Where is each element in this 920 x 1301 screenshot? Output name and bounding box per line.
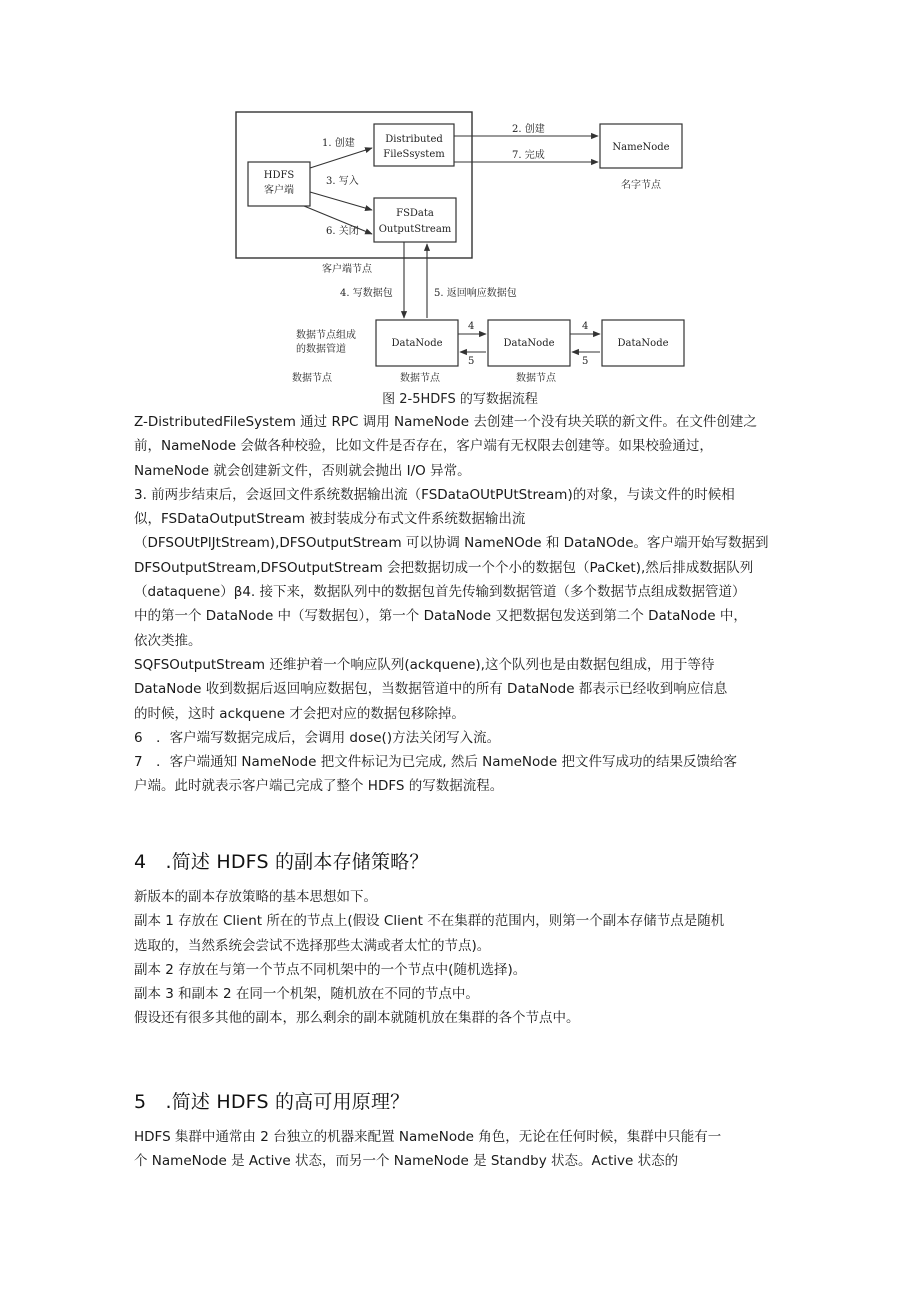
write-flow-text [134, 410, 794, 799]
arrow-step-3 [310, 192, 372, 210]
paragraph-line: SQFSOutputStream 还维护着一个响应队列(ackquene),这个队列也是由数据包组成，用于等待 [134, 656, 715, 673]
datanode-2-label: DataNode [503, 338, 555, 349]
paragraph-line: 户端。此时就表示客户端己完成了整个 HDFS 的写数据流程。 [134, 778, 504, 795]
datanode-caption-1: 数据节点 [292, 373, 332, 384]
paragraph-line: 的时候，这时 ackquene 才会把对应的数据包移除掉。 [134, 705, 465, 722]
paragraph-line: 个 NameNode 是 Active 状态，而另一个 NameNode 是 Standby 状态。Active 状态的 [134, 1153, 679, 1170]
paragraph-line: 前，NameNode 会做各种校验，比如文件是否存在，客户端有无权限去创建等。如果校验通过， [134, 438, 713, 455]
paragraph-line: 副本 3 和副本 2 在同一个机架，随机放在不同的节点中。 [134, 986, 479, 1003]
paragraph-line: HDFS 集群中通常由 2 台独立的机器来配置 NameNode 角色，无论在任何时候，集群中只能有一 [134, 1129, 722, 1145]
fsdata-outputstream-label: FSData [396, 208, 434, 219]
arrow-step-1 [310, 148, 372, 168]
paragraph-line: 7 ．客户端通知 NameNode 把文件标记为已完成, 然后 NameNode 把文件写成功的结果反馈给客 [134, 754, 737, 771]
hdfs-client-box [248, 162, 310, 206]
hdfs-write-flow-diagram [230, 106, 690, 388]
paragraph-line: 副本 2 存放在与第一个节点不同机架中的一个节点中(随机选择)。 [134, 961, 527, 978]
fsdata-outputstream-label-2: OutputStream [378, 224, 452, 235]
paragraph-line: 选取的，当然系统会尝试不选择那些太满或者太忙的节点)。 [134, 937, 491, 954]
step-6-label: 6. 关闭 [326, 226, 359, 237]
fsdata-outputstream-box [374, 198, 456, 242]
paragraph-line: DFSOutputStream,DFSOutputStream 会把数据切成一个个小的数据包（PaCket),然后排成数据队列 [134, 559, 754, 576]
section-4-text [134, 885, 794, 1031]
step-5-label: 5. 返回响应数据包 [434, 288, 517, 299]
paragraph-line: Z-DistributedFileSystem 通过 RPC 调用 NameNode 去创建一个没有块关联的新文件。在文件创建之 [134, 414, 757, 430]
datanode-3-label: DataNode [617, 338, 669, 349]
pipeline-label-2: 的数据管道 [296, 344, 346, 355]
namenode-caption: 名字节点 [621, 180, 661, 191]
pipeline-label: 数据节点组成 [296, 330, 356, 341]
section-5-heading: 5 .简述 HDFS 的高可用原理？ [134, 1091, 410, 1113]
paragraph-line: DataNode 收到数据后返回响应数据包，当数据管道中的所有 DataNode 都表示已经收到响应信息 [134, 681, 728, 698]
dn2-dn1-5-label: 5 [468, 356, 475, 367]
datanode-1-label: DataNode [391, 338, 443, 349]
datanode-caption-3: 数据节点 [516, 373, 556, 384]
section-5-text [134, 1125, 794, 1174]
step-3-label: 3. 写入 [326, 176, 359, 187]
paragraph-line: NameNode 就会创建新文件，否则就会抛出 I/O 异常。 [134, 462, 471, 479]
step-2-label: 2. 创建 [512, 124, 545, 135]
figure-caption: 图 2-5HDFS 的写数据流程 [382, 392, 538, 407]
distributed-filesystem-label: Distributed [385, 134, 443, 145]
dn3-dn2-5-label: 5 [582, 356, 589, 367]
distributed-filesystem-label-2: FileSsystem [383, 149, 445, 160]
paragraph-line: 似，FSDataOutputStream 被封装成分布式文件系统数据输出流 [134, 511, 526, 528]
step-4-label: 4. 写数据包 [340, 288, 393, 299]
paragraph-line: （DFSOUtPlJtStream),DFSOutputStream 可以协调 NameNOde 和 DataNOde。客户端开始写数据到 [134, 535, 769, 552]
paragraph-line: 3. 前两步结束后，会返回文件系统数据输出流（FSDataOUtPUtStream)的对象，与读文件的时候相 [134, 486, 735, 503]
paragraph-line: 中的第一个 DataNode 中（写数据包），第一个 DataNode 又把数据包发送到第二个 DataNode 中， [134, 608, 747, 625]
paragraph-line: （dataquene）β4. 接下来，数据队列中的数据包首先传输到数据管道（多个数据节点组成数据管道） [134, 584, 746, 601]
paragraph-line: 副本 1 存放在 Client 所在的节点上(假设 Client 不在集群的范围内，则第一个副本存储节点是随机 [134, 913, 725, 930]
dn1-dn2-4-label: 4 [468, 321, 475, 332]
paragraph-line: 6 ．客户端写数据完成后，会调用 dose()方法关闭写入流。 [134, 729, 501, 746]
paragraph-line: 新版本的副本存放策略的基本思想如下。 [134, 889, 377, 905]
datanode-caption-2: 数据节点 [400, 373, 440, 384]
paragraph-line: 假设还有很多其他的副本，那么剩余的副本就随机放在集群的各个节点中。 [134, 1010, 580, 1027]
step-1-label: 1. 创建 [322, 138, 355, 149]
section-4-heading: 4 .简述 HDFS 的副本存储策略？ [134, 851, 429, 873]
hdfs-client-label: HDFS [263, 170, 295, 181]
namenode-label: NameNode [612, 142, 670, 153]
hdfs-client-label-2: 客户端 [264, 185, 294, 196]
step-7-label: 7. 完成 [512, 150, 545, 161]
dn2-dn3-4-label: 4 [582, 321, 589, 332]
paragraph-line: 依次类推。 [134, 632, 202, 649]
client-node-label: 客户端节点 [322, 264, 372, 275]
